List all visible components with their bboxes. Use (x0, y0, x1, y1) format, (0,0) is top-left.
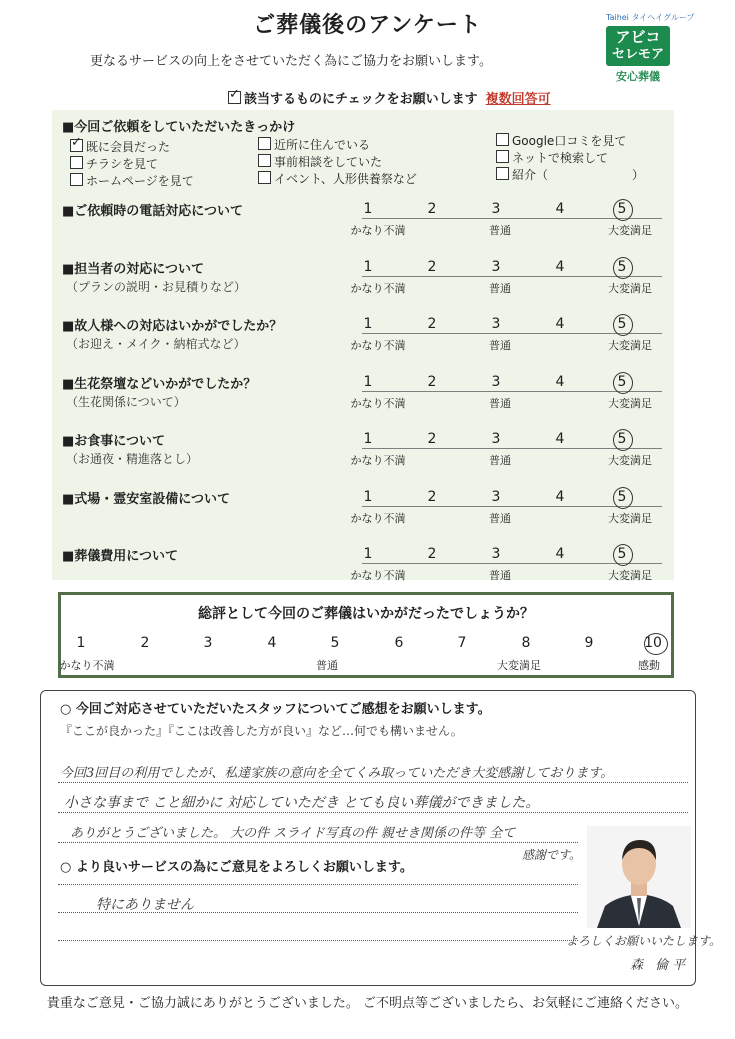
scale-label-mid: 普通 (489, 454, 511, 467)
rating-option-4[interactable]: 4 (555, 431, 565, 447)
scale-label-low: かなり不満 (350, 454, 406, 467)
rating-option-5[interactable]: 5 (617, 546, 627, 562)
overall-option-5[interactable]: 5 (330, 635, 340, 651)
trigger-option[interactable]: 事前相談をしていた (258, 153, 382, 170)
checkbox-icon[interactable] (258, 137, 271, 150)
scale-label-low: かなり不満 (350, 397, 406, 410)
rating-option-3[interactable]: 3 (491, 316, 501, 332)
scale-label-high: 大変満足 (608, 454, 652, 467)
trigger-option[interactable]: 近所に住んでいる (258, 136, 370, 153)
rating-option-3[interactable]: 3 (491, 546, 501, 562)
rating-option-4[interactable]: 4 (555, 259, 565, 275)
overall-option-7[interactable]: 7 (457, 635, 467, 651)
rating-option-5[interactable]: 5 (617, 316, 627, 332)
rating-option-1[interactable]: 1 (363, 546, 373, 562)
rating-option-4[interactable]: 4 (555, 201, 565, 217)
writing-line (58, 884, 578, 885)
selected-circle-icon (613, 314, 633, 336)
overall-option-9[interactable]: 9 (584, 635, 594, 651)
scale-label-high: 大変満足 (608, 282, 652, 295)
question-title: ■担当者の対応について (62, 262, 205, 277)
trigger-option[interactable]: チラシを見て (70, 155, 158, 172)
question-title: ■ご依頼時の電話対応について (62, 204, 244, 219)
checkbox-icon[interactable] (70, 156, 83, 169)
overall-option-4[interactable]: 4 (267, 635, 277, 651)
rating-option-1[interactable]: 1 (363, 374, 373, 390)
rating-option-3[interactable]: 3 (491, 431, 501, 447)
overall-option-2[interactable]: 2 (140, 635, 150, 651)
referral-close-paren: ） (632, 168, 645, 182)
overall-option-8[interactable]: 8 (521, 635, 531, 651)
rating-option-3[interactable]: 3 (491, 201, 501, 217)
writing-line (58, 940, 578, 941)
scale-label-mid: 普通 (489, 282, 511, 295)
staff-name: 森 倫平 (630, 958, 690, 973)
rating-option-2[interactable]: 2 (427, 546, 437, 562)
staff-comment-line: 小さな事まで こと細かに 対応していただき とても良い葬儀ができました。 (64, 795, 540, 811)
group-logo-text: Taihei タイヘイグループ (606, 13, 695, 22)
selected-circle-icon (613, 199, 633, 221)
scale-label-mid: 普通 (489, 569, 511, 582)
trigger-option[interactable]: イベント、人形供養祭など (258, 170, 417, 187)
instruction (228, 88, 551, 107)
brand-logo (606, 26, 670, 66)
instruction-text: 該当するものにチェックをお願いします (244, 92, 478, 107)
overall-option-6[interactable]: 6 (394, 635, 404, 651)
scale-label-mid: 普通 (489, 339, 511, 352)
trigger-option[interactable]: 紹介（ (496, 166, 548, 183)
staff-comment-line: 感謝です。 (522, 848, 582, 862)
rating-option-2[interactable]: 2 (427, 201, 437, 217)
rating-option-2[interactable]: 2 (427, 316, 437, 332)
question-title: ■式場・霊安室設備について (62, 492, 231, 507)
rating-option-5[interactable]: 5 (617, 374, 627, 390)
question-title: ■お食事について (62, 434, 166, 449)
scale-label-high: 大変満足 (608, 569, 652, 582)
trigger-option[interactable]: ホームページを見て (70, 172, 194, 189)
rating-option-4[interactable]: 4 (555, 316, 565, 332)
rating-option-1[interactable]: 1 (363, 489, 373, 505)
overall-heading: 総評として今回のご葬儀はいかがだったでしょうか？ (198, 606, 534, 622)
overall-option-3[interactable]: 3 (203, 635, 213, 651)
overall-option-10[interactable]: 10 (644, 635, 662, 651)
improvement-heading: ○ より良いサービスの為にご意見をよろしくお願いします。 (60, 860, 413, 875)
scale-label-low: かなり不満 (350, 339, 406, 352)
scale-label-high: 大変満足 (608, 339, 652, 352)
rating-option-3[interactable]: 3 (491, 489, 501, 505)
brand-logo-line1: アビコ (615, 28, 661, 46)
rating-option-2[interactable]: 2 (427, 374, 437, 390)
question-title: ■故人様への対応はいかがでしたか？ (62, 319, 283, 334)
improvement-comment: 特にありません (96, 897, 194, 913)
writing-line (58, 842, 578, 843)
question-title: ■葬儀費用について (62, 549, 179, 564)
overall-label-high: 大変満足 (497, 659, 541, 672)
trigger-option[interactable]: Google口コミを見て (496, 132, 626, 149)
checkbox-icon[interactable] (496, 167, 509, 180)
rating-option-5[interactable]: 5 (617, 259, 627, 275)
rating-option-2[interactable]: 2 (427, 431, 437, 447)
overall-rating-box (58, 592, 674, 678)
scale-label-mid: 普通 (489, 512, 511, 525)
rating-option-5[interactable]: 5 (617, 431, 627, 447)
staff-comment-hint: 『ここが良かった』『ここは改善した方が良い』など…何でも構いません。 (60, 724, 463, 738)
selected-circle-icon (613, 487, 633, 509)
overall-label-mid: 普通 (316, 659, 338, 672)
scale-label-low: かなり不満 (350, 224, 406, 237)
scale-label-low: かなり不満 (350, 512, 406, 525)
selected-circle-icon (613, 544, 633, 566)
checkbox-icon[interactable] (258, 154, 271, 167)
writing-line (58, 812, 688, 813)
question-subtitle: （プランの説明・お見積りなど） (66, 280, 247, 294)
scale-label-low: かなり不満 (350, 282, 406, 295)
rating-option-1[interactable]: 1 (363, 316, 373, 332)
trigger-option[interactable]: ✓既に会員だった (70, 138, 170, 155)
trigger-heading: ■今回ご依頼をしていただいたきっかけ (62, 120, 296, 135)
rating-option-5[interactable]: 5 (617, 201, 627, 217)
rating-option-2[interactable]: 2 (427, 259, 437, 275)
writing-line (58, 782, 688, 783)
checkbox-icon[interactable] (70, 139, 83, 152)
check-sample-icon (228, 91, 241, 104)
rating-option-4[interactable]: 4 (555, 546, 565, 562)
staff-photo (587, 826, 691, 928)
footer-note: 貴重なご意見・ご協力誠にありがとうございました。 ご不明点等ございましたら、お気軽にご連絡ください。 (46, 996, 689, 1011)
rating-option-1[interactable]: 1 (363, 431, 373, 447)
rating-option-4[interactable]: 4 (555, 489, 565, 505)
checkbox-icon[interactable] (496, 133, 509, 146)
scale-label-mid: 普通 (489, 224, 511, 237)
brand-logo-line2: セレモア (611, 47, 664, 62)
overall-option-1[interactable]: 1 (76, 635, 86, 651)
survey-subtitle: 更なるサービスの向上をさせていただく為にご協力をお願いします。 (90, 54, 492, 69)
scale-label-high: 大変満足 (608, 224, 652, 237)
scale-label-mid: 普通 (489, 397, 511, 410)
scale-label-low: かなり不満 (350, 569, 406, 582)
multiple-answer-note: 複数回答可 (485, 92, 551, 107)
overall-label-low: かなり不満 (59, 659, 115, 672)
rating-option-4[interactable]: 4 (555, 374, 565, 390)
question-subtitle: （生花関係について） (66, 395, 186, 409)
question-subtitle: （お迎え・メイク・納棺式など） (66, 337, 246, 351)
selected-circle-icon (644, 633, 668, 655)
brand-tagline: 安心葬儀 (616, 70, 660, 83)
staff-comment-line: 今回3回目の利用でしたが、私達家族の意向を全てくみ取っていただき大変感謝しております。 (60, 766, 614, 781)
checkbox-icon[interactable] (70, 173, 83, 186)
selected-circle-icon (613, 257, 633, 279)
overall-label-top: 感動 (638, 659, 660, 672)
survey-title: ご葬儀後のアンケート (253, 13, 482, 38)
rating-option-5[interactable]: 5 (617, 489, 627, 505)
selected-circle-icon (613, 372, 633, 394)
question-title: ■生花祭壇などいかがでしたか？ (62, 377, 257, 392)
staff-comment-heading: ○ 今回ご対応させていただいたスタッフについてご感想をお願いします。 (60, 702, 491, 717)
scale-label-high: 大変満足 (608, 512, 652, 525)
selected-circle-icon (613, 429, 633, 451)
rating-option-1[interactable]: 1 (363, 201, 373, 217)
rating-option-3[interactable]: 3 (491, 374, 501, 390)
rating-option-3[interactable]: 3 (491, 259, 501, 275)
staff-comment-line: ありがとうございました。 大の件 スライド写真の件 親せき関係の件等 全て (70, 826, 516, 841)
staff-message: よろしくお願いいたします。 (566, 934, 722, 948)
checkbox-icon[interactable] (496, 150, 509, 163)
checkbox-icon[interactable] (258, 171, 271, 184)
trigger-option[interactable]: ネットで検索して (496, 149, 608, 166)
scale-label-high: 大変満足 (608, 397, 652, 410)
rating-option-2[interactable]: 2 (427, 489, 437, 505)
rating-option-1[interactable]: 1 (363, 259, 373, 275)
question-subtitle: （お通夜・精進落とし） (66, 452, 199, 466)
